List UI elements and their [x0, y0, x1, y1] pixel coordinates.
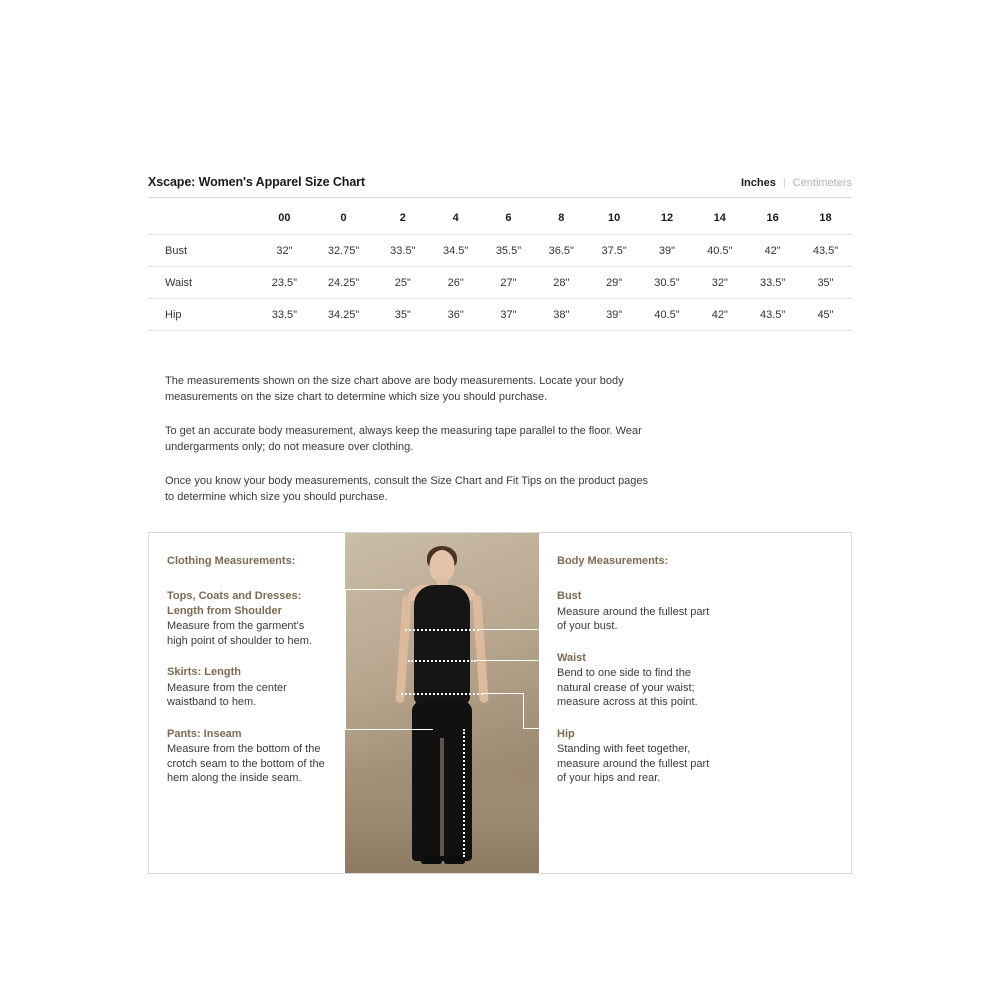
model-leg-gap	[440, 738, 444, 856]
shoulder-leader-line	[345, 589, 403, 590]
bust-0: 32.75"	[311, 235, 377, 267]
hip-12: 40.5"	[641, 299, 694, 331]
bust-12: 39"	[641, 235, 694, 267]
model-right-arm	[472, 595, 489, 703]
hip-leader-line-c	[523, 728, 539, 729]
bust-18: 43.5"	[799, 235, 852, 267]
inseam-measurement-guide	[463, 729, 465, 857]
size-chart-content	[148, 175, 852, 874]
row-label-hip: Hip	[148, 299, 258, 331]
size-header-2: 2	[376, 198, 429, 235]
waist-leader-line	[476, 660, 539, 661]
bust-4: 34.5"	[429, 235, 482, 267]
waist-6: 27"	[482, 267, 535, 299]
size-header-6: 6	[482, 198, 535, 235]
size-header-12: 12	[641, 198, 694, 235]
hip-00: 33.5"	[258, 299, 311, 331]
waist-14: 32"	[693, 267, 746, 299]
bust-2: 33.5"	[376, 235, 429, 267]
hip-measurement-guide	[401, 693, 483, 695]
bust-14: 40.5"	[693, 235, 746, 267]
body-item-bust-body: Measure around the fullest part of your bust.	[557, 605, 710, 632]
clothing-item-skirts-body: Measure from the center waistband to hem.	[167, 681, 287, 708]
bust-measurement-guide	[405, 629, 479, 631]
clothing-item-skirts	[167, 665, 327, 710]
hip-6: 37"	[482, 299, 535, 331]
clothing-item-pants-body: Measure from the bottom of the crotch seam to the bottom of the hem along the inside seam.	[167, 743, 325, 784]
model-left-shoe	[421, 855, 442, 864]
bust-leader-line	[479, 629, 539, 630]
body-item-hip-title: Hip	[557, 727, 575, 740]
clothing-item-tops-body: Measure from the garment's high point of shoulder to hem.	[167, 620, 312, 647]
row-label-bust: Bust	[148, 235, 258, 267]
unit-separator: |	[782, 177, 786, 189]
body-item-bust-title: Bust	[557, 590, 582, 602]
note-2: To get an accurate body measurement, always keep the measuring tape parallel to the floor. Wear undergarments only; do not measure over clothing.	[165, 425, 642, 453]
note-1: The measurements shown on the size chart above are body measurements. Locate your body measurements on the size chart to determine which size you should purchase.	[165, 375, 624, 403]
waist-8: 28"	[535, 267, 588, 299]
bust-8: 36.5"	[535, 235, 588, 267]
bust-10: 37.5"	[588, 235, 641, 267]
hip-18: 45"	[799, 299, 852, 331]
waist-16: 33.5"	[746, 267, 799, 299]
body-measurements-heading: Body Measurements:	[557, 555, 669, 567]
model-photo	[345, 533, 539, 873]
clothing-item-pants	[167, 727, 327, 786]
model-top-garment	[414, 585, 470, 705]
waist-10: 29"	[588, 267, 641, 299]
waist-12: 30.5"	[641, 267, 694, 299]
clothing-item-pants-title: Pants: Inseam	[167, 727, 242, 740]
size-chart-body	[148, 235, 852, 331]
size-header-18: 18	[799, 198, 852, 235]
body-measurements-column	[539, 533, 735, 873]
row-label-waist: Waist	[148, 267, 258, 299]
unit-centimeters-option[interactable]: Centimeters	[792, 177, 852, 189]
clothing-item-skirts-title: Skirts: Length	[167, 666, 241, 678]
clothing-item-tops	[167, 589, 327, 648]
hip-leader-line-b	[523, 693, 524, 728]
hip-0: 34.25"	[311, 299, 377, 331]
waist-4: 26"	[429, 267, 482, 299]
waist-2: 25"	[376, 267, 429, 299]
note-3: Once you know your body measurements, consult the Size Chart and Fit Tips on the product pages to determine which size you should purchase.	[165, 475, 649, 503]
hip-10: 39"	[588, 299, 641, 331]
body-item-waist-title: Waist	[557, 651, 586, 664]
body-item-waist-body: Bend to one side to find the natural crease of your waist; measure across at this point.	[557, 667, 698, 708]
unit-inches-option[interactable]: Inches	[740, 177, 776, 189]
length-from-shoulder-guide	[345, 589, 346, 729]
clothing-measurements-column	[149, 533, 345, 873]
waist-0: 24.25"	[311, 267, 377, 299]
size-header-8: 8	[535, 198, 588, 235]
hip-leader-line-a	[483, 693, 523, 694]
table-row	[148, 299, 852, 331]
size-header-14: 14	[693, 198, 746, 235]
table-row	[148, 235, 852, 267]
hip-2: 35"	[376, 299, 429, 331]
clothing-item-tops-title: Tops, Coats and Dresses: Length from Shoulder	[167, 590, 302, 617]
hip-4: 36"	[429, 299, 482, 331]
hem-leader-line	[345, 729, 433, 730]
hip-14: 42"	[693, 299, 746, 331]
bust-16: 42"	[746, 235, 799, 267]
size-header-00: 00	[258, 198, 311, 235]
body-item-waist	[557, 651, 717, 710]
waist-measurement-guide	[408, 660, 476, 662]
body-item-bust	[557, 589, 717, 634]
size-chart-table	[148, 198, 852, 331]
measurement-notes	[148, 374, 852, 505]
size-header-4: 4	[429, 198, 482, 235]
waist-18: 35"	[799, 267, 852, 299]
hip-16: 43.5"	[746, 299, 799, 331]
measurement-figure	[148, 532, 852, 874]
body-item-hip-body: Standing with feet together, measure around the fullest part of your hips and rear.	[557, 743, 710, 784]
size-header-16: 16	[746, 198, 799, 235]
bust-6: 35.5"	[482, 235, 535, 267]
hip-8: 38"	[535, 299, 588, 331]
table-header-row	[148, 198, 852, 235]
bust-00: 32"	[258, 235, 311, 267]
size-header-0: 0	[311, 198, 377, 235]
size-chart-head	[148, 198, 852, 235]
corner-cell	[148, 198, 258, 235]
chart-header	[148, 175, 852, 198]
page-title: Xscape: Women's Apparel Size Chart	[148, 175, 365, 189]
model-illustration	[345, 533, 539, 873]
body-item-hip	[557, 727, 717, 786]
model-left-arm	[395, 595, 412, 703]
unit-toggle[interactable]	[741, 177, 852, 189]
table-row	[148, 267, 852, 299]
model-right-shoe	[444, 855, 465, 864]
clothing-measurements-heading: Clothing Measurements:	[167, 555, 296, 567]
size-header-10: 10	[588, 198, 641, 235]
waist-00: 23.5"	[258, 267, 311, 299]
